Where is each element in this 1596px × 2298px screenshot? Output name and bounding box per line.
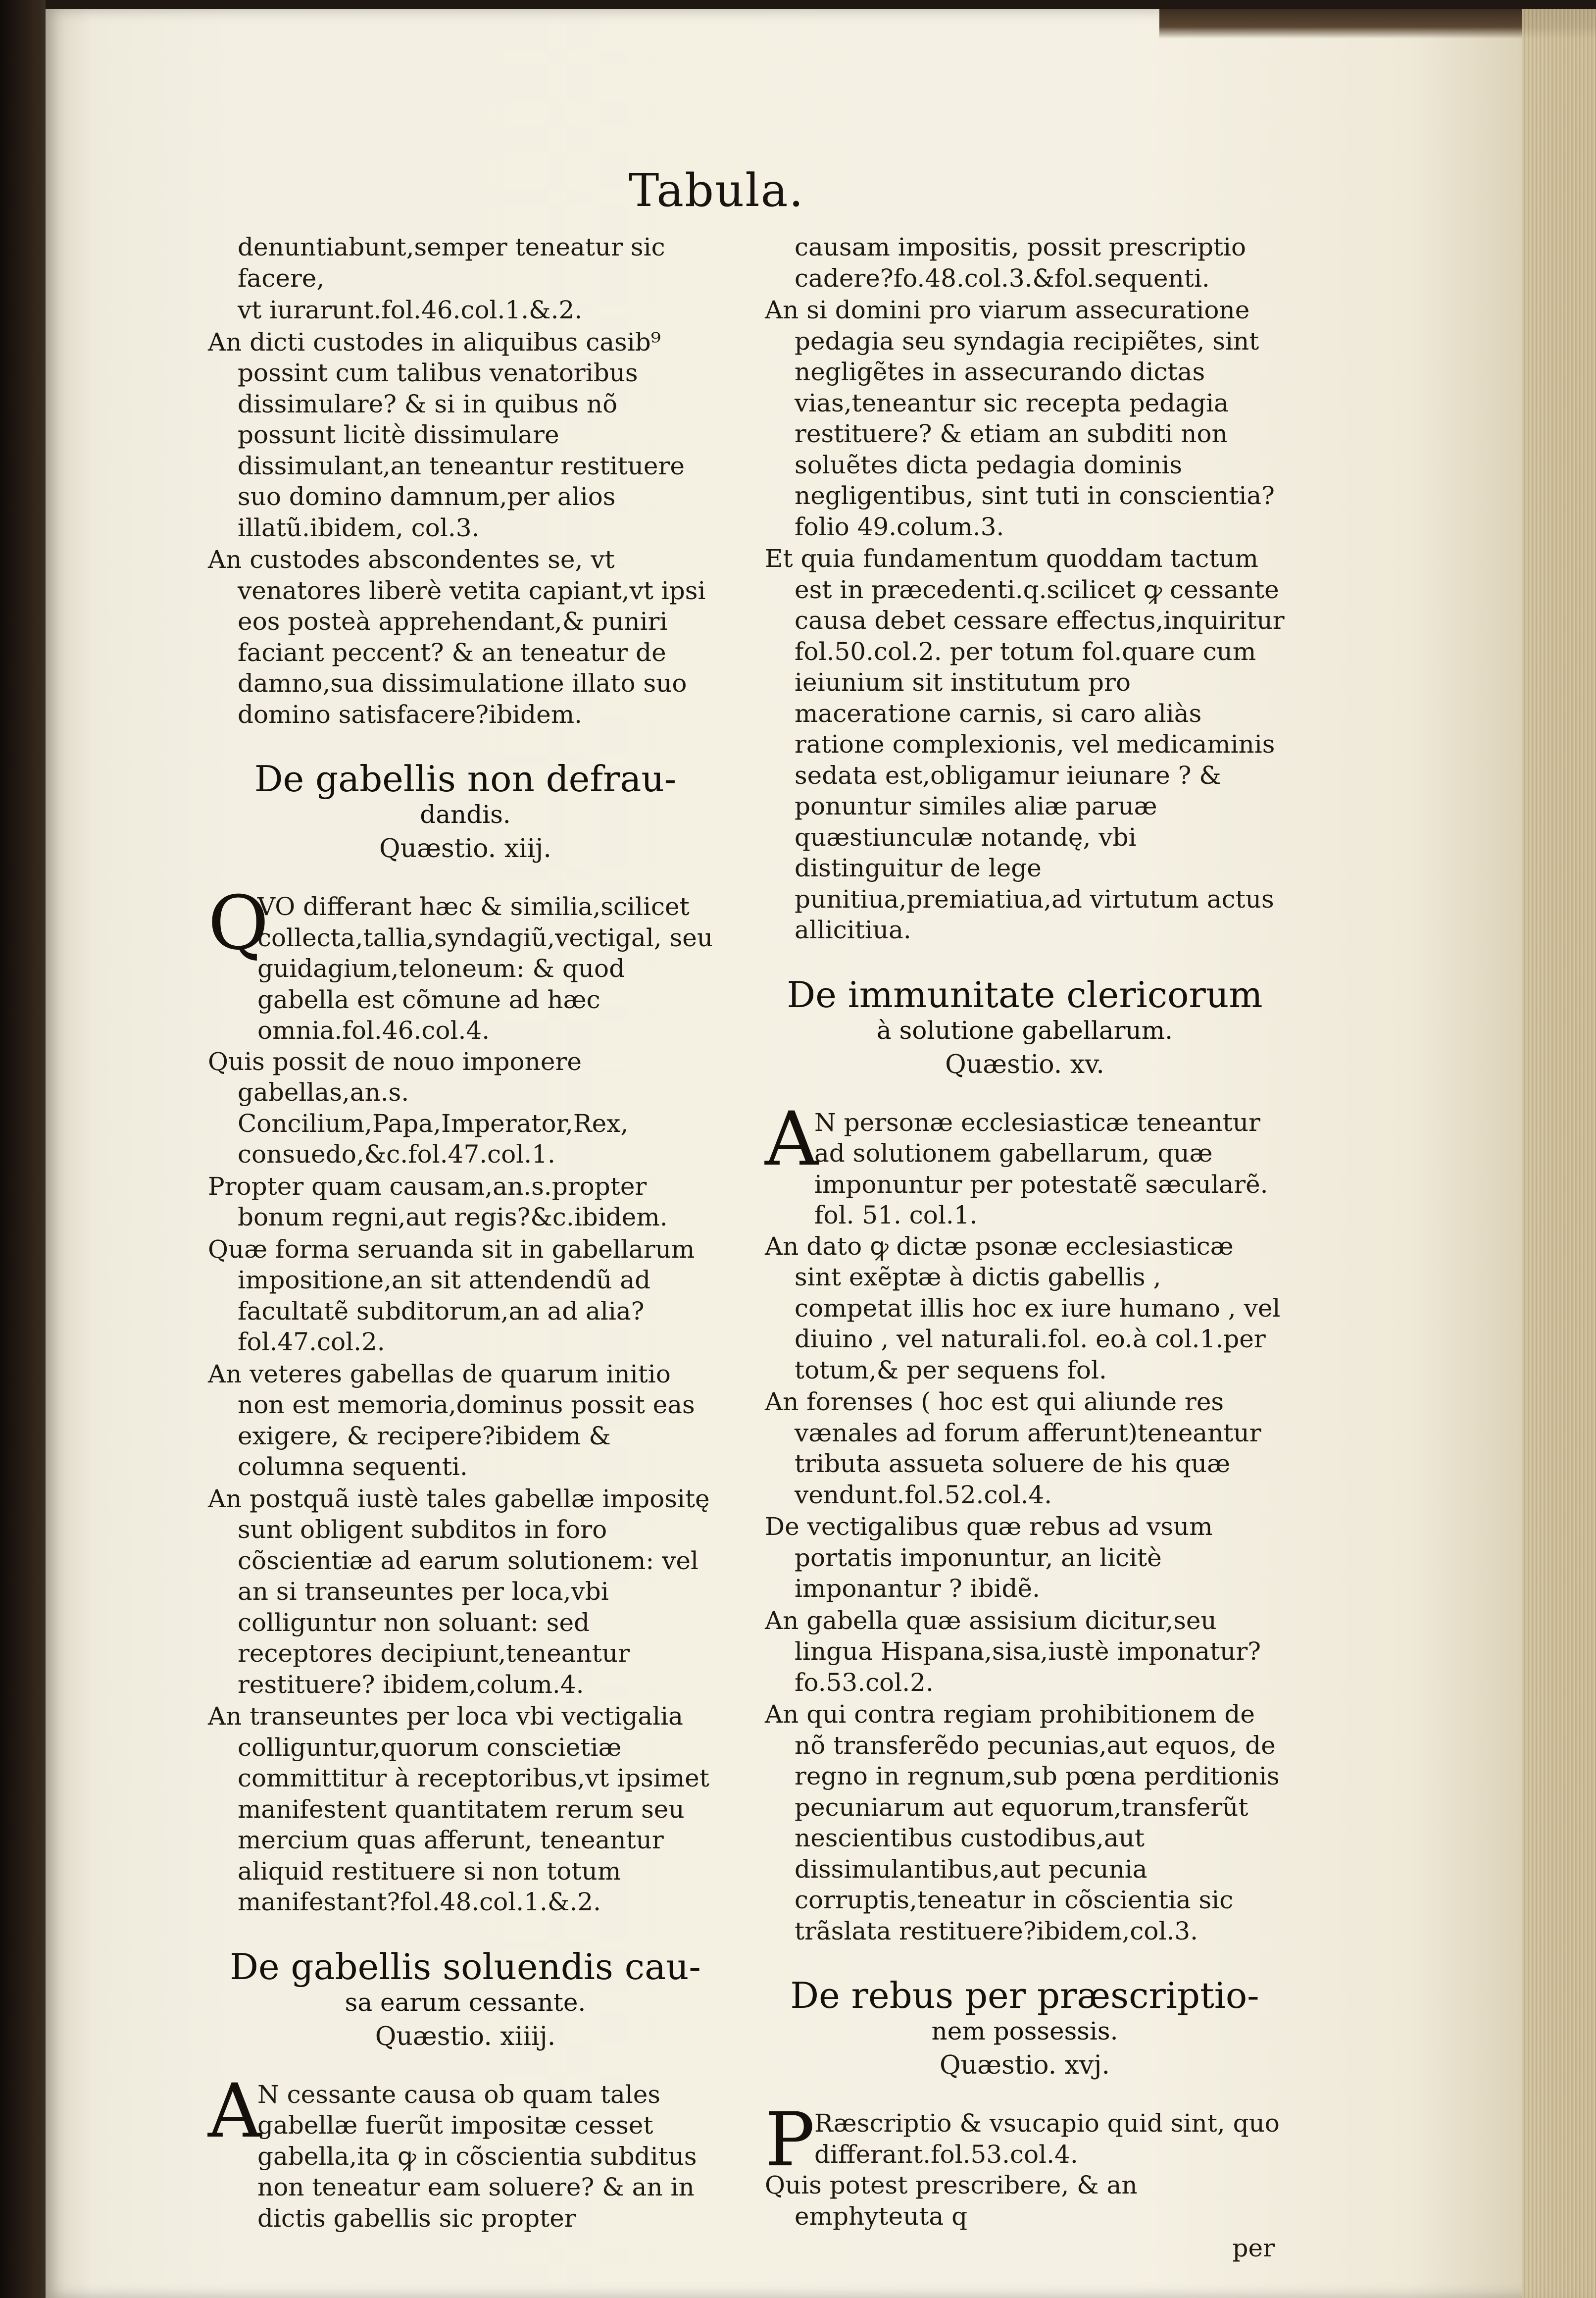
drop-cap-letter: P — [765, 2097, 815, 2183]
running-head: Tabula. — [629, 164, 804, 217]
index-entry: An forenses ( hoc est qui aliunde res vænales ad forum afferunt)teneantur tributa assueta soluere de his quæ vendunt.fol.52.col.4. — [765, 1387, 1261, 1509]
index-entry: An gabella quæ assisium dicitur,seu lingua Hispana,sisa,iustè imponatur?fo.53.col.2. — [765, 1606, 1261, 1697]
index-entry: An dato ꝙ dictæ psonæ ecclesiasticæ sint exẽptæ à dictis gabellis , competat illis hoc ex iure humano , vel diuino , vel naturali.fol. eo.à col.1.per totum,& per sequens fol. — [765, 1231, 1281, 1384]
question-number: Quæstio. xiij. — [379, 834, 551, 864]
drop-cap-letter: Q — [208, 880, 269, 967]
page-edges — [1522, 9, 1596, 2298]
index-entry: denuntiabunt,semper teneatur sic facere, — [238, 233, 665, 293]
book-spine — [0, 0, 46, 2298]
index-entry: De vectigalibus quæ rebus ad vsum portatis imponuntur, an licitè imponantur ? ibidẽ. — [765, 1512, 1213, 1603]
drop-cap-letter: A — [765, 1096, 819, 1182]
section-heading: De gabellis soluendis cau- — [230, 1945, 701, 1988]
index-entry: Propter quam causam,an.s.propter bonum regni,aut regis?&c.ibidem. — [208, 1172, 668, 1231]
drop-cap-paragraph — [208, 2068, 723, 2234]
section-heading-continued: sa earum cessante. — [345, 1988, 586, 2017]
right-column — [765, 232, 1285, 2264]
index-entry: An postquã iustè tales gabellæ impositę sunt obligent subditos in foro cõscientiæ ad earum solutionem: vel an si transeuntes per loca,vbi colliguntur non soluant: sed receptores decipiunt,teneantur restituere? ibidem,colum.4. — [208, 1484, 710, 1699]
section-heading-continued: dandis. — [420, 800, 511, 829]
index-entry: An transeuntes per loca vbi vectigalia colliguntur,quorum conscietiæ committitur à receptoribus,vt ipsimet manifestent quantitatem rerum seu mercium quas afferunt, teneantur aliquid restituere si non totum manifestant?fol.48.col.1.&.2. — [208, 1702, 709, 1916]
index-entry: An custodes abscondentes se, vt venatores liberè vetita capiant,vt ipsi eos posteà apprehendant,& puniri faciant peccent? & an teneatur de damno,sua dissimulatione illato suo domino satisfacere?ibidem. — [208, 545, 706, 729]
index-entry: causam impositis, possit prescriptio cadere?fo.48.col.3.&fol.sequenti. — [795, 233, 1247, 293]
drop-cap-letter: A — [208, 2068, 262, 2154]
index-entry: Et quia fundamentum quoddam tactum est in præcedenti.q.scilicet ꝙ cessante causa debet cessare effectus,inquiritur fol.50.col.2. per totum fol.quare cum ieiunium sit institutum pro maceratione carnis, si caro aliàs ratione complexionis, vel medicaminis sedata est,obligamur ieiunare ? & ponuntur similes aliæ paruæ quæstiunculæ notandę, vbi distinguitur de lege punitiua,premiatiua,ad virtutum actus allicitiua. — [765, 544, 1285, 944]
index-entry: An si domini pro viarum assecuratione pedagia seu syndagia recipiẽtes, sint negligẽtes in assecurando dictas vias,teneantur sic recepta pedagia restituere? & etiam an subditi non soluẽtes dicta pedagia dominis negligentibus, sint tuti in conscientia? folio 49.colum.3. — [765, 296, 1275, 541]
index-entry: An dicti custodes in aliquibus casib⁹ possint cum talibus venatoribus dissimulare? & si in quibus nõ possunt licitè dissimulare dissimulant,an teneantur restituere suo domino damnum,per alios illatũ.ibidem, col.3. — [208, 327, 685, 542]
section-heading: De gabellis non defrau- — [254, 758, 677, 800]
index-entry: Quæ forma seruanda sit in gabellarum impositione,an sit attendendũ ad facultatẽ subditorum,an ad alia?fol.47.col.2. — [208, 1234, 695, 1356]
section-heading-continued: nem possessis. — [931, 2017, 1118, 2045]
index-entry: An veteres gabellas de quarum initio non est memoria,dominus possit eas exigere, & recipere?ibidem & columna sequenti. — [208, 1359, 695, 1481]
question-number: Quæstio. xiiij. — [375, 2021, 556, 2051]
catchword: per — [1232, 2234, 1275, 2262]
question-number: Quæstio. xv. — [945, 1049, 1104, 1079]
index-entry: Quis possit de nouo imponere gabellas,an.s. Concilium,Papa,Imperator,Rex, consuedo,&c.fol.47.col.1. — [208, 1047, 629, 1169]
drop-cap-paragraph — [208, 880, 723, 1046]
drop-cap-text: VO differant hæc & similia,scilicet collecta,tallia,syndagiũ,vectigal, seu guidagium,teloneum: & quod gabella est cõmune ad hæc omnia.fol.46.col.4. — [257, 892, 713, 1045]
drop-cap-text: Ræscriptio & vsucapio quid sint, quo differant.fol.53.col.4. — [814, 2109, 1280, 2169]
section-heading-continued: à solutione gabellarum. — [876, 1016, 1173, 1045]
section-heading: De rebus per præscriptio- — [790, 1975, 1259, 2016]
drop-cap-text: N personæ ecclesiasticæ teneantur ad solutionem gabellarum, quæ imponuntur per potestatẽ sæcularẽ. fol. 51. col.1. — [814, 1108, 1268, 1229]
drop-cap-paragraph — [765, 1096, 1285, 1231]
index-entry: Quis potest prescribere, & an emphyteuta q — [765, 2171, 1138, 2231]
left-column — [208, 232, 723, 2234]
section-heading: De immunitate clericorum — [787, 973, 1263, 1016]
index-entry: vt iurarunt.fol.46.col.1.&.2. — [238, 296, 583, 324]
drop-cap-paragraph — [765, 2097, 1285, 2183]
drop-cap-text: N cessante causa ob quam tales gabellæ fuerũt impositæ cesset gabella,ita ꝙ in cõscientia subditus non teneatur eam soluere? & an in dictis gabellis sic propter — [257, 2080, 697, 2233]
question-number: Quæstio. xvj. — [939, 2050, 1110, 2080]
index-entry: An qui contra regiam prohibitionem de nõ transferẽdo pecunias,aut equos, de regno in regnum,sub pœna perditionis pecuniarum aut equorum,transferũt nescientibus custodibus,aut dissimulantibus,aut pecunia corruptis,teneatur in cõscientia sic trãslata restituere?ibidem,col.3. — [765, 1700, 1280, 1945]
